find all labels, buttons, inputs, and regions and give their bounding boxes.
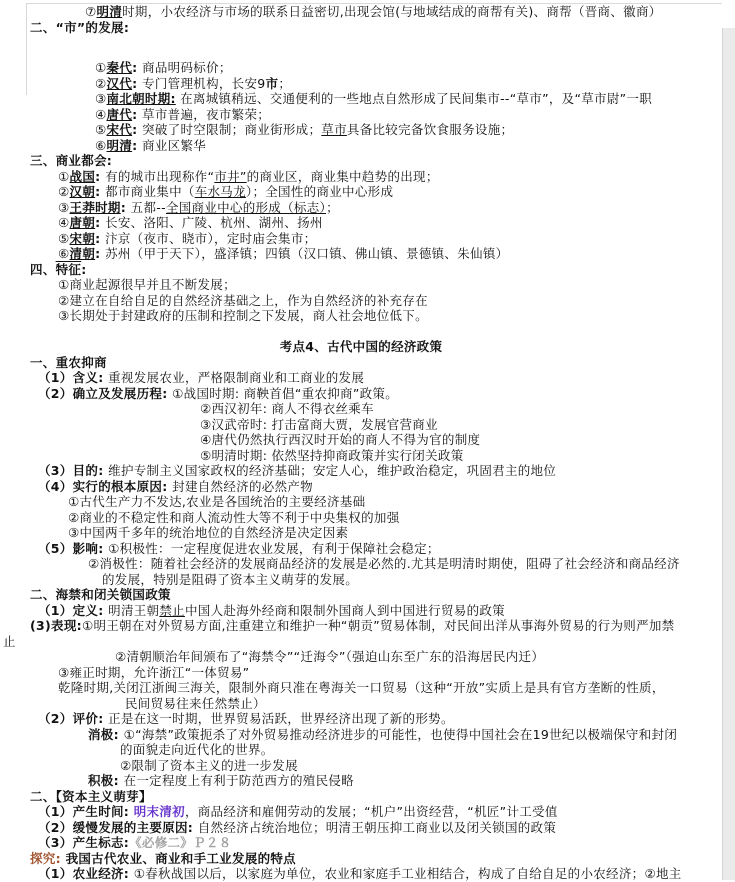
text-line: [0, 680, 722, 696]
text-segment: ①“海禁”政策扼杀了对外贸易推动经济进步的可能性，也使得中国社会在19世纪以极端保守和封闭: [123, 726, 678, 742]
text-segment: 草市: [321, 122, 347, 137]
text-segment: 宋朝: [69, 230, 96, 246]
text-segment: ①战国时期: 商鞅首倡“重农抑商”政策。: [172, 385, 398, 401]
text-segment: 中国人赴海外经商和限制外国商人到中国进行贸易的政策: [184, 602, 505, 618]
text-segment: 市井”: [214, 168, 247, 184]
text-segment: :: [132, 75, 143, 91]
text-segment: 探究:: [30, 850, 66, 866]
text-segment: :: [95, 215, 106, 230]
text-segment: ②消极性：随着社会经济的发展商品经济的发展是必然的.尤其是明清时期使，阻碍了社会经济和商品经济: [88, 556, 680, 571]
text-segment: （1）含义:: [38, 370, 109, 385]
text-line: [0, 153, 722, 169]
text-segment: （2）评价:: [38, 711, 109, 726]
text-segment: 明清王朝: [108, 602, 160, 618]
text-segment: ②建立在自给自足的自然经济基础之上，作为自然经济的补充存在: [58, 292, 428, 308]
text-segment: （2）确立及发展历程:: [38, 385, 173, 401]
text-segment: ②清朝顺治年间颁布了“海禁令”“迁海令”（强迫山东至广东的沿海居民内迁）: [115, 649, 545, 664]
text-segment: ⑤明清时期: 依然坚持抑商政策并实行闭关政策: [200, 447, 464, 463]
text-segment: 一、重农抑商: [30, 354, 107, 370]
text-segment: :: [120, 199, 131, 215]
text-line: [0, 107, 722, 123]
text-line: [0, 618, 722, 634]
text-line: [0, 711, 722, 727]
text-line: [0, 742, 722, 758]
text-segment: ①春秋战国以后，以家庭为单位，农业和家庭手工业相结合，构成了自给自足的小农经济；②地主: [133, 866, 682, 881]
text-line: [0, 293, 722, 309]
text-segment: ③中国两千多年的统治地位的自然经济是决定因素: [68, 525, 349, 540]
text-segment: ）；全国性的商业中心形成: [245, 184, 394, 199]
text-segment: ②: [58, 184, 70, 199]
text-segment: 车水马龙: [194, 184, 246, 199]
text-line: [0, 432, 722, 448]
text-line: [0, 696, 722, 712]
text-segment: （4）实行的根本原因:: [38, 478, 173, 494]
text-line: [0, 587, 722, 603]
text-line: [0, 479, 722, 495]
text-segment: 止: [3, 633, 16, 649]
text-line: [0, 169, 722, 185]
text-segment: 汴京（夜市、晓市），定时庙会集市；: [105, 230, 317, 246]
text-segment: 时期，小农经济与市场的联系日益密切,出现会馆(与地域结成的商帮有关)、商帮（晋商、徽商）: [122, 4, 662, 19]
text-line: [0, 91, 722, 107]
text-segment: 宋代: [106, 122, 133, 137]
text-line: [0, 665, 722, 681]
text-line: [0, 866, 722, 882]
text-segment: ；: [326, 199, 339, 215]
text-segment: ⑤: [58, 230, 70, 246]
text-segment: 明清: [96, 4, 123, 19]
text-segment: :: [132, 106, 143, 122]
text-line: [0, 727, 722, 743]
text-segment: ⑦: [85, 4, 97, 19]
text-segment: （3）产生标志:: [38, 835, 130, 850]
text-segment: :: [95, 230, 106, 246]
text-segment: 五都--: [130, 199, 166, 215]
text-segment: 《必修二》: [129, 835, 194, 850]
text-segment: ①明王朝在对外贸易方面,注重建立和维护一种“朝贡”贸易体制，对民间出洋从事海外贸易的行为则严加禁: [81, 618, 675, 633]
text-segment: ③: [58, 199, 70, 215]
text-segment: ⑥: [95, 137, 107, 153]
text-line: [0, 277, 722, 293]
text-segment: 具备比较完备饮食服务设施；: [346, 122, 514, 137]
text-line: [0, 386, 722, 402]
text-segment: 汉朝: [69, 184, 96, 199]
text-segment: 的商业区，商业集中趋势的出现；: [246, 168, 439, 184]
text-segment: 市: [265, 75, 279, 91]
text-segment: 明末清初: [133, 804, 185, 819]
text-line: [0, 773, 722, 789]
text-line: [0, 246, 722, 262]
text-segment: ⑥: [58, 246, 70, 261]
text-segment: 苏州（甲于天下），盛泽镇；四镇（汉口镇、佛山镇、景德镇、朱仙镇）: [105, 246, 509, 261]
text-line: [0, 200, 722, 216]
text-segment: 重视发展农业，严格限制商业和工商业的发展: [108, 370, 365, 385]
text-segment: 唐朝: [69, 215, 96, 230]
text-line: [0, 789, 722, 805]
text-line: [0, 649, 722, 665]
text-line: [0, 525, 722, 541]
text-segment: 考点4、古代中国的经济政策: [279, 339, 443, 354]
text-line: [0, 231, 722, 247]
text-segment: 秦代: [106, 60, 133, 75]
text-segment: ④: [58, 215, 70, 230]
text-segment: :: [81, 261, 87, 277]
text-segment: 自然经济占统治地位；明清王朝压抑工商业以及闭关锁国的政策: [197, 819, 557, 835]
text-segment: ①积极性：一定程度促进农业发展，有利于保障社会稳定；: [108, 540, 440, 556]
text-segment: 王莽时期: [69, 199, 121, 215]
text-line: [0, 4, 722, 20]
text-segment: 的发展，特别是阻碍了资本主义萌芽的发展。: [102, 571, 359, 587]
text-line: [0, 510, 722, 526]
text-segment: ①商业起源很早并且不断发展；: [58, 277, 236, 292]
text-segment: 维护专制主义国家政权的经济基础；安定人心，维护政治稳定，巩固君主的地位: [108, 463, 557, 478]
text-segment: ③长期处于封建政府的压制和控制之下发展，商人社会地位低下。: [58, 308, 428, 323]
text-segment: :: [132, 122, 143, 137]
text-segment: ③: [95, 91, 107, 106]
text-segment: （1）农业经济:: [38, 866, 134, 881]
text-line: [0, 20, 722, 36]
text-segment: 的面貌走向近代化的世界。: [120, 742, 274, 757]
text-line: [0, 820, 722, 836]
text-line: [0, 370, 722, 386]
text-line: [0, 401, 722, 417]
text-segment: 南北朝时期:: [106, 91, 176, 106]
text-line: [0, 76, 722, 92]
text-segment: 商品明码标价；: [142, 60, 232, 75]
text-segment: 专门管理机构，长安9: [142, 75, 266, 91]
text-segment: 有的城市出现称作“: [105, 168, 215, 184]
text-segment: 汉代: [106, 75, 133, 91]
section-heading: [0, 339, 722, 355]
text-segment: :: [95, 168, 106, 184]
text-segment: ②限制了资本主义的进一步发展: [120, 757, 298, 773]
text-segment: （1）产生时间:: [38, 804, 134, 819]
blank-line: [0, 324, 722, 340]
text-segment: :: [132, 137, 143, 153]
document-page: [0, 4, 722, 882]
text-line: [0, 355, 722, 371]
text-segment: 禁止: [159, 602, 185, 618]
text-line: [0, 184, 722, 200]
text-segment: :: [95, 184, 106, 199]
text-segment: 都市商业集中（: [105, 184, 195, 199]
text-segment: 战国: [69, 168, 96, 184]
text-line: [0, 308, 722, 324]
text-line: [0, 634, 722, 650]
text-segment: ①古代生产力不发达,农业是各国统治的主要经济基础: [68, 494, 366, 509]
text-segment: 二、海禁和闭关锁国政策: [30, 587, 171, 602]
text-segment: 商业区繁华: [142, 137, 207, 153]
text-segment: 特征: [55, 261, 82, 277]
text-segment: 明清: [106, 137, 133, 153]
text-segment: 在离城镇稍远、交通便利的一些地点自然形成了民间集市--“草市”，及“草市尉”一职: [175, 91, 653, 106]
text-line: [0, 835, 722, 851]
text-line: [0, 541, 722, 557]
text-line: [0, 851, 722, 867]
text-segment: ①: [58, 168, 70, 184]
text-segment: ②: [95, 75, 107, 91]
text-line: [0, 758, 722, 774]
text-line: [0, 603, 722, 619]
text-segment: 封建自然经济的必然产物: [172, 478, 313, 494]
text-segment: （2）缓慢发展的主要原因:: [38, 819, 198, 835]
text-segment: (3)表现:: [30, 618, 82, 633]
text-segment: ②西汉初年: 商人不得衣丝乘车: [200, 401, 374, 416]
text-segment: ④: [95, 106, 107, 122]
text-line: [0, 572, 722, 588]
text-line: [0, 804, 722, 820]
text-segment: （5）影响:: [38, 540, 109, 556]
text-segment: 草市普遍，夜市繁荣；: [142, 106, 271, 122]
text-segment: ；: [278, 75, 292, 91]
text-segment: 长安、洛阳、广陵、杭州、湖州、扬州: [105, 215, 323, 230]
text-line: [0, 417, 722, 433]
text-segment: ⑤: [95, 122, 107, 137]
text-segment: 乾隆时期,关闭江浙闽三海关，限制外商只准在粤海关一口贸易（这种“开放”实质上是具有官方垄断的性质，: [58, 680, 665, 695]
text-line: [0, 463, 722, 479]
blank-line: [0, 35, 722, 60]
text-segment: :: [132, 60, 143, 75]
text-segment: 唐代: [106, 106, 133, 122]
page-margin-right: [722, 28, 735, 880]
text-segment: 积极:: [88, 773, 124, 788]
text-segment: 四、: [30, 261, 56, 277]
text-segment: 突破了时空限制；商业街形成；: [142, 122, 322, 137]
text-segment: ④唐代仍然执行西汉时开始的商人不得为官的制度: [200, 432, 481, 447]
text-segment: ③汉武帝时: 打击富商大贾，发展官营商业: [200, 416, 438, 432]
text-line: [0, 494, 722, 510]
text-segment: 清朝: [69, 246, 96, 261]
text-segment: ③雍正时期，允许浙江“一体贸易”: [58, 664, 250, 680]
text-line: [0, 556, 722, 572]
text-segment: 消极:: [88, 726, 124, 742]
text-segment: ②商业的不稳定性和商人流动性大等不利于中央集权的加强: [68, 509, 400, 525]
text-segment: 二、“市”的发展:: [30, 19, 130, 35]
text-segment: ①: [95, 60, 107, 75]
text-segment: 二、【资本主义萌芽】: [30, 788, 152, 804]
text-segment: 三、商业都会:: [30, 153, 113, 168]
text-segment: 在一定程度上有利于防范西方的殖民侵略: [123, 773, 354, 788]
text-line: [0, 262, 722, 278]
text-segment: Ｐ２８: [193, 835, 232, 850]
text-line: [0, 60, 722, 76]
text-segment: 全国商业中心的形成（标志）: [165, 199, 327, 215]
text-segment: 我国古代农业、商业和手工业发展的特点: [65, 850, 296, 866]
text-segment: 民间贸易往来任然禁止）: [125, 695, 266, 711]
text-segment: :: [95, 246, 106, 261]
text-line: [0, 448, 722, 464]
text-line: [0, 215, 722, 231]
text-segment: 正是在这一时期，世界贸易活跃，世界经济出现了新的形势。: [108, 711, 454, 726]
text-line: [0, 122, 722, 138]
text-segment: ，商品经济和雇佣劳动的发展；“机户”出资经营，“机匠”计工受值: [184, 804, 558, 819]
text-line: [0, 138, 722, 154]
text-segment: （3）目的:: [38, 463, 109, 478]
text-segment: （1）定义:: [38, 602, 109, 618]
